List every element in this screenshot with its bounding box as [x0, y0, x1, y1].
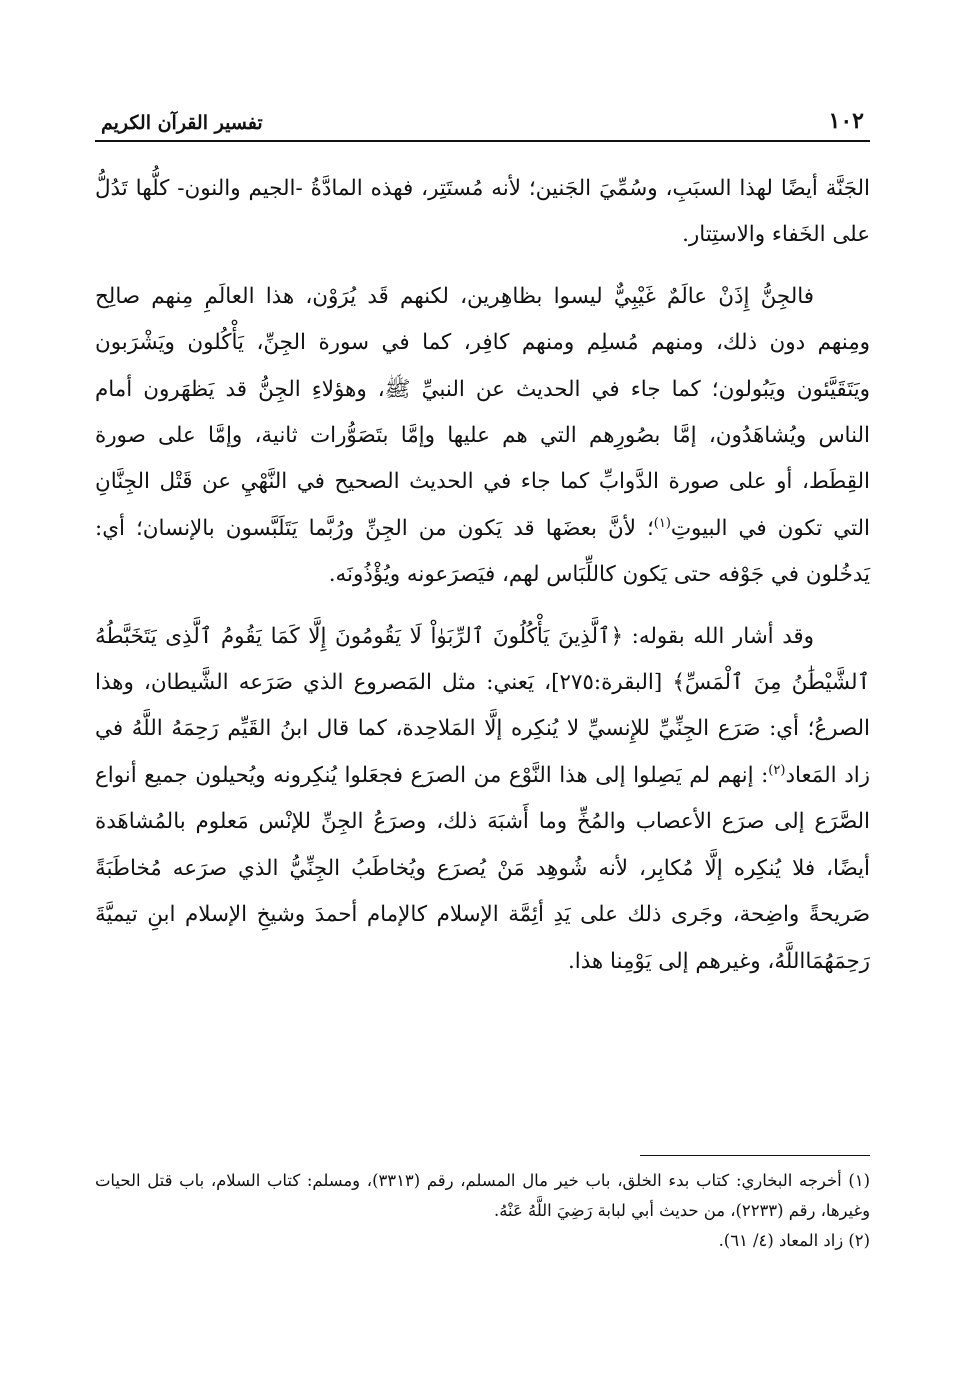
footnotes	[95, 1155, 870, 1256]
page-header	[95, 70, 870, 134]
paragraph-3-intro: وقد أشار الله بقوله:	[631, 623, 814, 649]
paragraph-3-text: ، يَعني: مثل المَصروع الذي صَرَعه الشَّيطان، وهذا الصرعُ؛ أي: صَرَع الجِنِّيِّ للإِنسيِّ لا يُنكِره إلَّا المَلاحِدة، كما قال ابنُ القَيِّم رَحِمَهُ اللَّهُ في زاد المَعاد	[95, 670, 870, 788]
page-number: ١٠٢	[828, 108, 864, 134]
paragraph-1: الجَنَّة أيضًا لهذا السبَبِ، وسُمِّيَ الجَنين؛ لأنه مُستَتِر، فهذه المادَّةُ -الجيم والنون- كلُّها تَدُلُّ على الخَفاء والاستِتار.	[95, 176, 870, 248]
body-text	[95, 166, 870, 985]
footnote-2: (٢) زاد المعاد (٤/ ٦١).	[718, 1231, 870, 1250]
footnote-ref-2[interactable]: (٢)	[768, 762, 786, 778]
footnote-ref-1[interactable]: (١)	[653, 515, 671, 531]
paragraph-2-text: فالجِنُّ إِذَنْ عالَمٌ غَيْبِيٌّ ليسوا بظاهِرين، لكنهم قَد يُرَوْن، هذا العالَمِ مِنهم صالِح ومِنهم دون ذلك، ومنهم مُسلِم ومنهم كافِر، كما في سورة الجِنِّ، يَأْكُلون ويَشْرَبون ويَتَقَيَّئون ويَبُولون؛ كما جاء في الحديث عن النبيِّ ﷺ، وهؤلاءِ الجِنُّ قد يَظهَرون أمام الناس ويُشاهَدُون، إمَّا بصُورِهم التي هم عليها وإمَّا بتَصَوُّرات ثانية، وإمَّا على صورة القِطَط، أو على صورة الدَّوابِّ كما جاء في الحديث الصحيح في النَّهْيِ عن قَتْل الجِنَّانِ التي تكون في البيوتِ	[95, 283, 870, 541]
paragraph-3-text-continued: : إنهم لم يَصِلوا إلى هذا النَّوْع من الصرَع فجعَلوا يُنكِرونه ويُحيلون جميع أنواع الصَّرَع إلى صرَع الأعصاب والمُخِّ وما أَشبَهَ ذلك، وصرَعُ الجِنِّ للإنْس مَعلوم بالمُشاهَدة أيضًا، فلا يُنكِره إلَّا مُكابِر، لأنه شُوهِد مَنْ يُصرَع ويُخاطَبُ الجِنِّيُّ الذي صرَعه مُخاطَبَةً صَريحةً واضِحة، وجَرى ذلك على يَدِ أئِمَّة الإسلام كالإمام أحمدَ وشيخِ الإسلام ابنِ تيميَّةَ رَحِمَهُمَااللَّهُ، وغيرهم إلى يَوْمِنا هذا.	[95, 762, 870, 974]
header-rule	[95, 140, 870, 142]
paragraph-2	[95, 274, 870, 599]
verse-citation: [البقرة:٢٧٥]	[551, 670, 663, 696]
paragraph-2-text-continued: ؛ لأنَّ بعضَها قد يَكون من الجِنِّ ورُبَّما يَتَلَبَّسون بالإنسان؛ أي: يَدخُلون في جَوْفه حتى يَكون كاللِّبَاس لهم، فيَصرَعونه ويُؤْذُونَه.	[95, 515, 870, 588]
page	[95, 70, 870, 1000]
quran-verse: ﴿ٱلَّذِينَ يَأْكُلُونَ ٱلرِّبَوٰاْ لَا يَقُومُونَ إِلَّا كَمَا يَقُومُ ٱلَّذِى يَتَخَبَّطُهُ ٱلشَّيْطَٰنُ مِنَ ٱلْمَسِّ﴾	[95, 623, 870, 696]
footnote-rule	[640, 1155, 870, 1156]
paragraph-3	[95, 614, 870, 985]
running-title: تفسير القرآن الكريم	[101, 112, 263, 134]
footnote-1: (١) أخرجه البخاري: كتاب بدء الخلق، باب خير مال المسلم، رقم (٣٣١٣)، ومسلم: كتاب السلام، باب قتل الحيات وغيرها، رقم (٢٢٣٣)، من حديث أبي لبابة رَضِيَ اللَّهُ عَنْهُ.	[95, 1171, 870, 1220]
